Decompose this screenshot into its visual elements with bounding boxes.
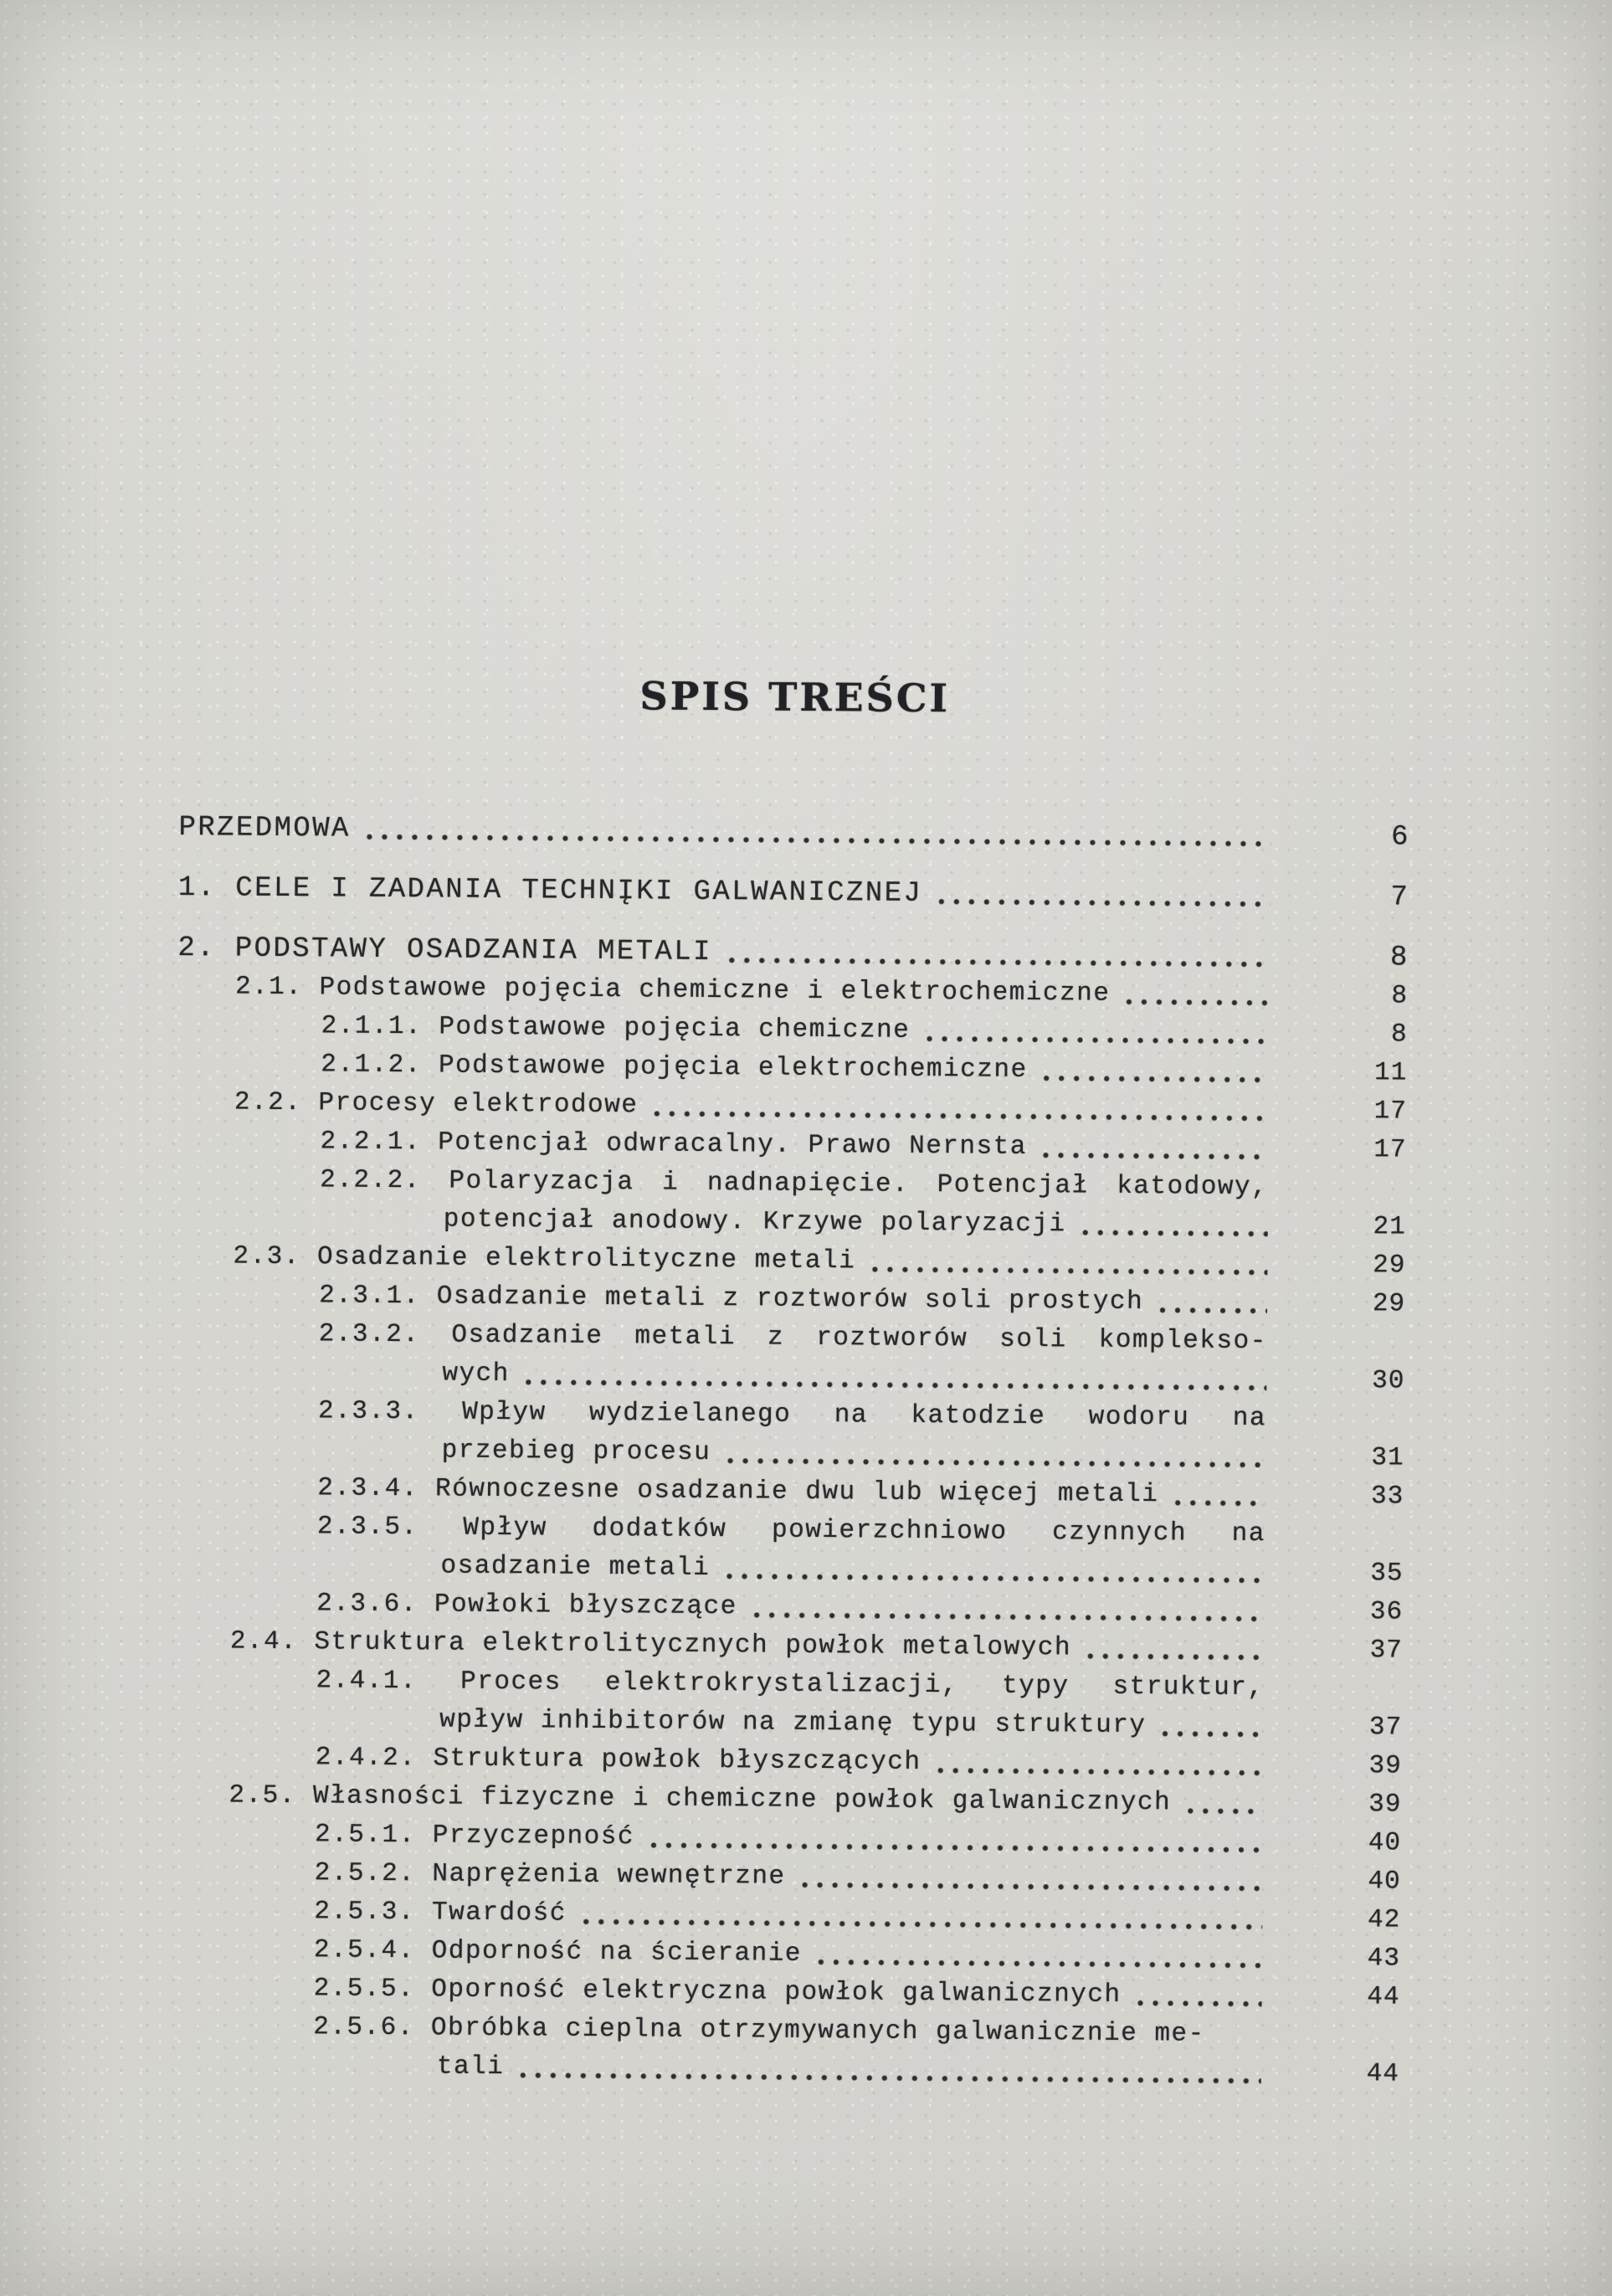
toc-entry-page: 17 <box>1373 1135 1407 1165</box>
dot-leader <box>516 2071 1261 2085</box>
toc-entry-page: 40 <box>1368 1867 1401 1897</box>
dot-leader <box>1039 1074 1269 1084</box>
toc-entry-page: 30 <box>1372 1366 1405 1396</box>
toc-entry-text: 2.5.3. Twardość <box>314 1897 567 1929</box>
toc-entry-text: 2.4.1. Proces elektrokrystalizacji, typy struktur, <box>316 1666 1265 1703</box>
dot-leader <box>721 1572 1265 1585</box>
dot-leader <box>649 1109 1269 1122</box>
dot-leader <box>1122 998 1270 1007</box>
toc-entry-page: 21 <box>1373 1212 1406 1242</box>
toc-entry-text: osadzanie metali <box>440 1551 711 1584</box>
toc-entry-text: przebieg procesu <box>441 1436 711 1468</box>
toc-entry-page: 33 <box>1370 1482 1404 1512</box>
toc-entry-page: 39 <box>1368 1790 1402 1820</box>
toc-entry-page: 8 <box>1390 1020 1408 1050</box>
dot-leader <box>578 1918 1263 1931</box>
toc-entry-page: 42 <box>1367 1905 1401 1935</box>
dot-leader <box>1078 1228 1268 1238</box>
toc-entry-text: 2.3.5. Wpływ dodatków powierzchniowo czynnych na <box>316 1512 1266 1549</box>
dot-leader <box>867 1265 1267 1276</box>
dot-leader <box>922 1035 1269 1045</box>
toc-entry-text: 2.3.4. Równoczesne osadzanie dwu lub więcej metali <box>317 1473 1159 1510</box>
toc-entry-text: wych <box>442 1359 510 1389</box>
toc-entry-text: 2.3.1. Osadzanie metali z roztworów soli prostych <box>318 1281 1144 1318</box>
toc-entry-page: 17 <box>1373 1097 1408 1127</box>
toc-entry <box>178 809 1409 857</box>
toc-entry-text: 2.3.2. Osadzanie metali z roztworów soli komplekso- <box>318 1319 1267 1357</box>
toc-entry-text: PRZEDMOWA <box>178 811 351 845</box>
dot-leader <box>814 1958 1262 1970</box>
toc-entry-text: 2.4. Struktura elektrolitycznych powłok metalowych <box>229 1626 1072 1663</box>
toc-entry-text: 2.4.2. Struktura powłok błyszczących <box>315 1743 922 1777</box>
dot-leader <box>749 1610 1265 1623</box>
toc-entry-text: 2.5. Własności fizyczne i chemiczne powłok galwanicznych <box>228 1780 1172 1818</box>
toc-entry-page: 44 <box>1367 1982 1400 2012</box>
toc-entry-text: 1. CELE I ZADANIA TECHNĮKI GALWANICZNEJ <box>177 871 923 910</box>
dot-leader <box>1039 1151 1269 1161</box>
dot-leader <box>1170 1498 1265 1508</box>
toc-entry-page: 11 <box>1373 1058 1408 1088</box>
dot-leader <box>1158 1729 1264 1739</box>
toc-entry-page: 29 <box>1372 1289 1406 1319</box>
toc-entry-page: 37 <box>1369 1636 1403 1666</box>
toc-entry-text: 2.2.2. Polaryzacja i nadnapięcie. Potencjał katodowy, <box>320 1165 1269 1203</box>
toc-entry-page: 44 <box>1366 2059 1400 2089</box>
toc-entry-text: 2.5.5. Oporność elektryczna powłok galwanicznych <box>313 1974 1122 2010</box>
dot-leader <box>932 1766 1263 1777</box>
page-content <box>169 670 1410 2093</box>
toc-entry-text: 2.5.1. Przyczepność <box>314 1820 635 1852</box>
toc-entry-page: 39 <box>1368 1751 1402 1781</box>
dot-leader <box>722 1456 1265 1469</box>
toc-entry-page: 8 <box>1389 942 1409 974</box>
dot-leader <box>1155 1306 1267 1315</box>
toc-entry-page: 29 <box>1373 1251 1406 1281</box>
toc-entry-text: 2.1.2. Podstawowe pojęcia elektrochemiczne <box>321 1050 1028 1085</box>
toc-entry-text: 2.5.6. Obróbka cieplna otrzymywanych galwanicznie me- <box>313 2012 1205 2049</box>
toc-entry-page: 35 <box>1370 1559 1404 1589</box>
toc-entry-text: wpływ inhibitorów na zmianę typu struktury <box>439 1705 1147 1741</box>
page-title: SPIS TREŚCI <box>639 673 951 722</box>
dot-leader <box>934 897 1271 908</box>
dot-leader <box>724 956 1271 968</box>
dot-leader <box>521 1378 1267 1392</box>
toc-entry-text: 2.5.4. Odporność na ścieranie <box>313 1935 803 1969</box>
toc-entry-text: tali <box>436 2052 505 2083</box>
toc-entry-page: 31 <box>1371 1443 1404 1473</box>
dot-leader <box>797 1881 1262 1893</box>
toc-entry-text: 2. PODSTAWY OSADZANIA METALI <box>177 932 713 969</box>
dot-leader <box>1132 1999 1261 2008</box>
toc-entry-text: 2.2. Procesy elektrodowe <box>234 1087 639 1121</box>
toc-entry-text: 2.3. Osadzanie elektrolityczne metali <box>233 1241 856 1276</box>
toc-entry-text: 2.2.1. Potencjał odwracalny. Prawo Nernsta <box>320 1127 1028 1162</box>
dot-leader <box>1083 1652 1265 1662</box>
toc-entry-page: 7 <box>1390 881 1409 914</box>
toc-entry-text: potencjał anodowy. Krzywe polaryzacji <box>443 1205 1066 1240</box>
toc-entry-text: 2.5.2. Naprężenia wewnętrzne <box>314 1858 786 1892</box>
dot-leader <box>1183 1806 1263 1816</box>
toc-entry-page: 6 <box>1390 821 1409 854</box>
dot-leader <box>646 1841 1263 1854</box>
dot-leader <box>362 833 1271 849</box>
toc-entry-text: 2.1. Podstawowe pojęcia chemiczne i elektrochemiczne <box>234 972 1111 1009</box>
toc-entry-text: 2.3.3. Wpływ wydzielanego na katodzie wodoru na <box>317 1396 1267 1434</box>
toc-entry-page: 40 <box>1368 1828 1402 1858</box>
toc-entry-page: 43 <box>1367 1944 1401 1974</box>
toc-entry-text: 2.3.6. Powłoki błyszczące <box>316 1589 737 1622</box>
toc-entry <box>178 869 1409 917</box>
toc-entry-page: 36 <box>1369 1597 1404 1627</box>
toc-entry-text: 2.1.1. Podstawowe pojęcia chemiczne <box>321 1011 911 1045</box>
table-of-contents <box>169 809 1409 2093</box>
toc-entry-page: 8 <box>1391 981 1409 1011</box>
toc-entry-page: 37 <box>1368 1713 1403 1743</box>
